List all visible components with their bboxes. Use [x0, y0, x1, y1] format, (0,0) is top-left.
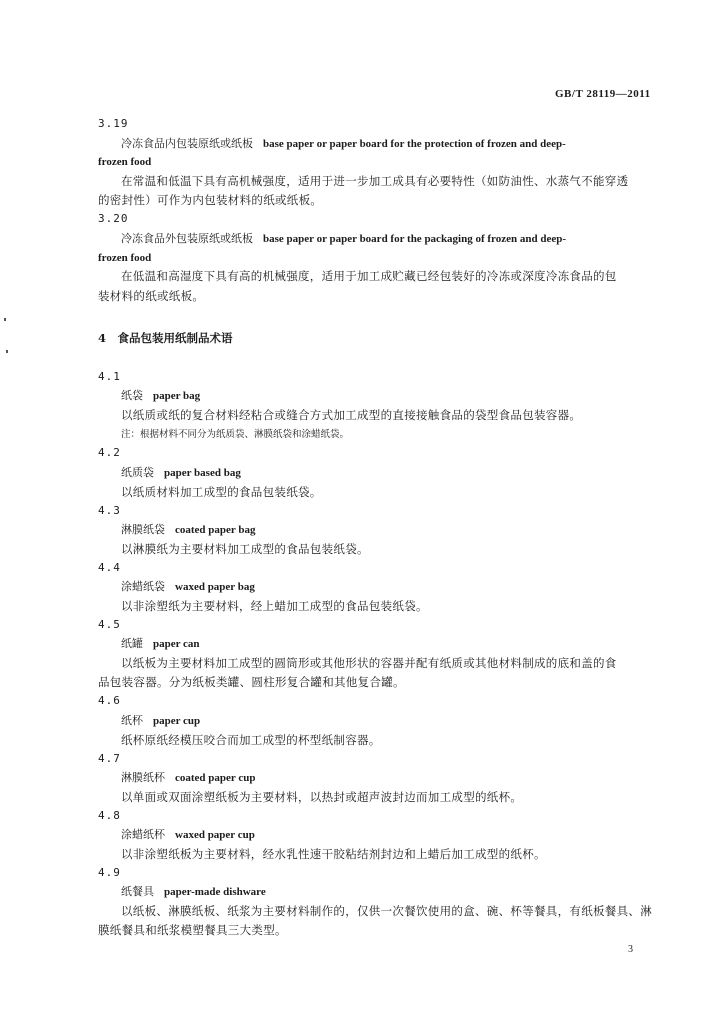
term-en: waxed paper bag	[175, 581, 255, 593]
term-en: coated paper bag	[175, 524, 256, 536]
entry-term	[121, 388, 200, 404]
entry-number: 4.1	[98, 370, 121, 383]
entry-definition: 以纸板、淋膜纸板、纸浆为主要材料制作的，仅供一次餐饮使用的盒、碗、杯等餐具，有纸板餐具、淋	[121, 904, 652, 918]
term-en-continued: frozen food	[98, 156, 152, 168]
entry-term	[121, 827, 255, 843]
entry-definition: 在常温和低温下具有高机械强度，适用于进一步加工成具有必要特性（如防油性、水蒸气不能穿透	[121, 174, 629, 188]
standard-code: GB/T 28119—2011	[555, 88, 651, 100]
scan-mark	[6, 350, 8, 353]
term-zh: 纸质袋	[121, 466, 154, 479]
entry-number: 3.20	[98, 212, 129, 225]
entry-definition: 以淋膜纸为主要材料加工成型的食品包装纸袋。	[121, 542, 369, 556]
term-en: paper cup	[153, 715, 201, 727]
entry-number: 4.2	[98, 446, 121, 459]
term-en: paper based bag	[164, 467, 241, 479]
entry-definition: 以非涂塑纸板为主要材料，经水乳性速干胶粘结剂封边和上蜡后加工成型的纸杯。	[121, 847, 546, 861]
entry-term	[121, 884, 266, 900]
entry-definition: 以纸板为主要材料加工成型的圆筒形或其他形状的容器并配有纸质或其他材料制成的底和盖的食	[121, 656, 617, 670]
term-zh: 涂蜡纸袋	[121, 580, 165, 593]
page-number: 3	[628, 944, 633, 955]
entry-definition: 以纸质材料加工成型的食品包装纸袋。	[121, 485, 322, 499]
entry-term	[121, 231, 566, 247]
term-en: base paper or paper board for the packaging of frozen and deep-	[263, 233, 567, 245]
entry-definition-continued: 品包装容器。分为纸板类罐、圆柱形复合罐和其他复合罐。	[98, 675, 405, 689]
entry-number: 4.9	[98, 866, 121, 879]
entry-definition-continued: 的密封性）可作为内包装材料的纸或纸板。	[98, 193, 323, 207]
term-en: paper can	[153, 638, 200, 650]
entry-term	[121, 713, 200, 729]
entry-term	[121, 636, 200, 652]
entry-definition-continued: 膜纸餐具和纸浆模塑餐具三大类型。	[98, 923, 287, 937]
scan-mark	[4, 318, 6, 321]
term-zh: 纸餐具	[121, 885, 154, 898]
entry-number: 4.8	[98, 809, 121, 822]
entry-term	[121, 522, 255, 538]
entry-term	[121, 770, 255, 786]
term-zh: 淋膜纸杯	[121, 771, 165, 784]
entry-number: 4.3	[98, 504, 121, 517]
term-zh: 淋膜纸袋	[121, 523, 165, 536]
entry-definition-continued: 装材料的纸或纸板。	[98, 289, 205, 303]
term-zh: 纸袋	[121, 389, 143, 402]
entry-definition: 以非涂塑纸为主要材料，经上蜡加工成型的食品包装纸袋。	[121, 599, 428, 613]
entry-definition: 以单面或双面涂塑纸板为主要材料，以热封或超声波封边而加工成型的纸杯。	[121, 790, 523, 804]
term-en: base paper or paper board for the protection of frozen and deep-	[263, 138, 566, 150]
term-en: coated paper cup	[175, 772, 256, 784]
entry-term	[121, 579, 255, 595]
entry-number: 3.19	[98, 117, 129, 130]
section-heading: 4 食品包装用纸制品术语	[98, 331, 233, 345]
entry-number: 4.6	[98, 694, 121, 707]
entry-term	[121, 465, 241, 481]
term-en: paper-made dishware	[164, 886, 266, 898]
entry-number: 4.7	[98, 752, 121, 765]
term-zh: 冷冻食品内包装原纸或纸板	[121, 137, 253, 150]
term-zh: 涂蜡纸杯	[121, 828, 165, 841]
term-en-continued: frozen food	[98, 252, 152, 264]
entry-definition: 在低温和高湿度下具有高的机械强度，适用于加工成贮藏已经包装好的冷冻或深度冷冻食品的包	[121, 269, 617, 283]
entry-definition: 以纸质或纸的复合材料经粘合或缝合方式加工成型的直接接触食品的袋型食品包装容器。	[121, 408, 582, 422]
entry-note: 注：根据材料不同分为纸质袋、淋膜纸袋和涂蜡纸袋。	[121, 429, 350, 440]
entry-number: 4.4	[98, 561, 121, 574]
term-zh: 纸杯	[121, 714, 143, 727]
entry-definition: 纸杯原纸经模压咬合而加工成型的杯型纸制容器。	[121, 733, 381, 747]
entry-term	[121, 136, 566, 152]
term-zh: 冷冻食品外包装原纸或纸板	[121, 232, 253, 245]
entry-number: 4.5	[98, 618, 121, 631]
term-en: waxed paper cup	[175, 829, 255, 841]
term-en: paper bag	[153, 390, 201, 402]
term-zh: 纸罐	[121, 637, 143, 650]
